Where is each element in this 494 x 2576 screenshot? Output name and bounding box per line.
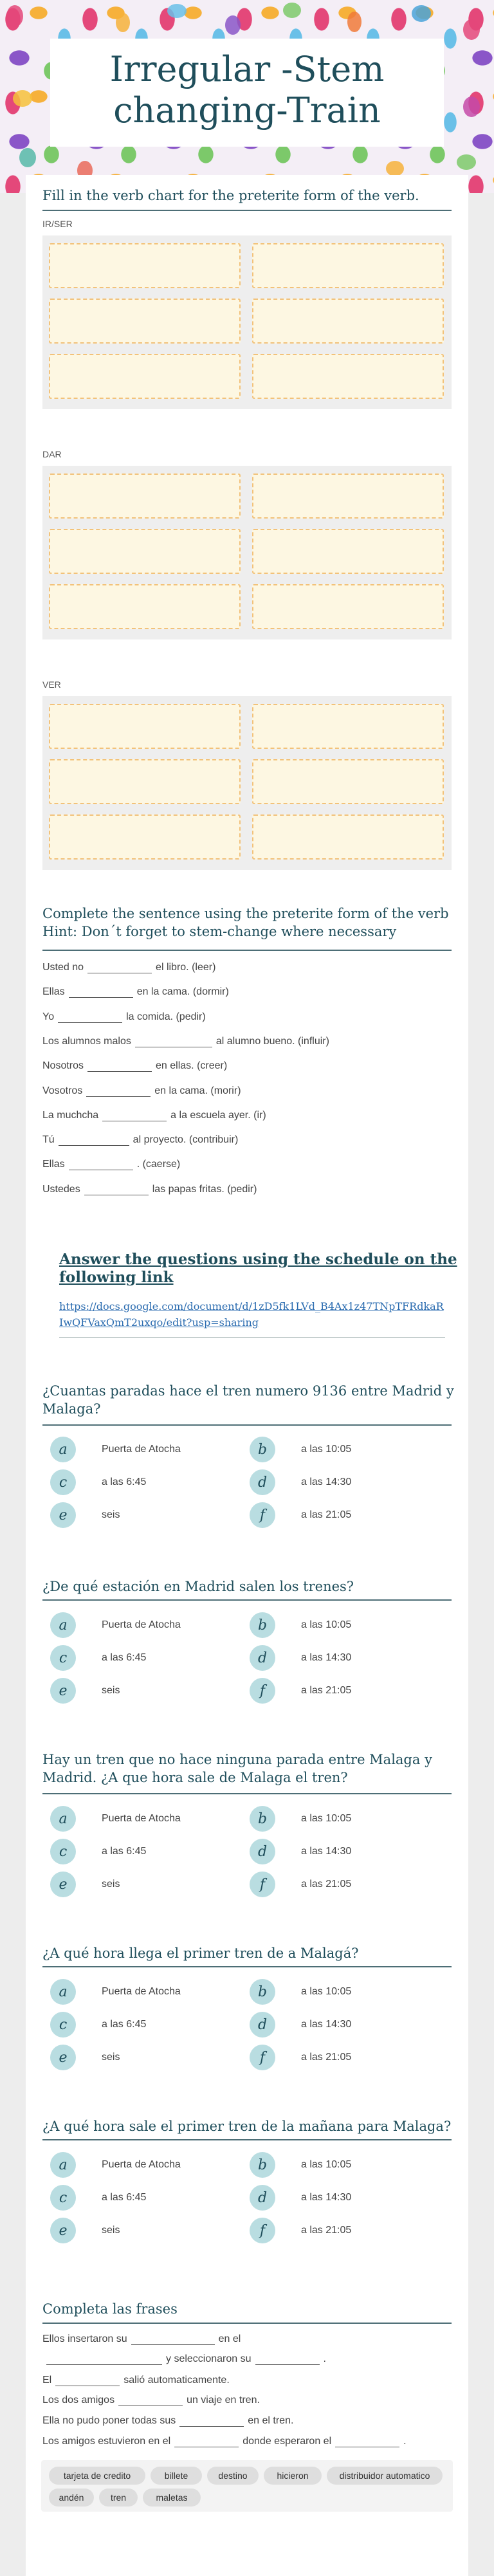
frase-text: salió automaticamente.	[124, 2375, 230, 2386]
option-text: a las 21:05	[301, 2225, 352, 2236]
sentence-text: a la escuela ayer. (ir)	[170, 1109, 266, 1121]
word-chip[interactable]: maletas	[143, 2489, 201, 2507]
sentence-text: Ellas	[42, 986, 65, 998]
answer-option[interactable]	[50, 2045, 120, 2070]
verb-label-ver: VER	[42, 679, 61, 690]
option-letter-badge: f	[250, 1872, 275, 1897]
option-text: a las 6:45	[102, 1652, 147, 1663]
option-letter-badge: b	[250, 2152, 275, 2178]
verb-chart-panel-ver	[42, 696, 452, 870]
option-letter-badge: f	[250, 1678, 275, 1704]
schedule-link-heading: Answer the questions using the schedule on the following link	[59, 1251, 457, 1286]
option-text: a las 21:05	[301, 1879, 352, 1890]
sentence-row	[42, 1110, 266, 1121]
sentence-row	[42, 962, 215, 973]
heading-rule	[42, 1599, 452, 1601]
option-letter-badge: e	[50, 2045, 76, 2070]
sentence-row	[42, 1085, 241, 1097]
frase-line-3	[42, 2395, 260, 2406]
heading-rule	[42, 210, 452, 211]
option-letter-badge: c	[50, 2185, 76, 2211]
option-letter-badge: c	[50, 1645, 76, 1671]
option-letter-badge: d	[250, 1645, 275, 1671]
verb-label-ir-ser: IR/SER	[42, 219, 73, 229]
fill-blank[interactable]	[255, 2355, 320, 2365]
sentence-text: el libro. (leer)	[156, 962, 216, 973]
fill-blank[interactable]	[179, 2416, 244, 2427]
option-letter-badge: d	[250, 1469, 275, 1495]
sentence-text: en ellas. (creer)	[156, 1060, 228, 1072]
sentence-text: La muchcha	[42, 1109, 99, 1121]
option-text: a las 21:05	[301, 1509, 352, 1520]
fill-blank[interactable]	[69, 988, 133, 998]
word-chip[interactable]: tren	[99, 2489, 138, 2507]
sentence-text: al alumno bueno. (influir)	[215, 1035, 329, 1047]
word-bank	[41, 2460, 453, 2512]
answer-option[interactable]	[50, 1502, 120, 1528]
sentence-row	[42, 1036, 329, 1047]
fill-blank[interactable]	[69, 1160, 133, 1170]
fill-blank[interactable]	[87, 1062, 152, 1072]
option-text: seis	[102, 1509, 120, 1520]
frase-text: .	[403, 2436, 407, 2447]
sentence-row	[42, 1134, 238, 1146]
frase-text: El	[42, 2375, 52, 2386]
answer-option[interactable]	[50, 1645, 146, 1671]
option-letter-badge: a	[50, 1979, 76, 2005]
option-letter-badge: c	[50, 2012, 76, 2038]
heading-rule	[42, 2139, 452, 2140]
answer-cell[interactable]	[49, 474, 241, 519]
answer-option[interactable]	[50, 1437, 181, 1462]
option-text: seis	[102, 1685, 120, 1696]
page-title: Irregular -Stem changing-Train	[109, 49, 385, 131]
option-text: a las 14:30	[301, 1846, 352, 1857]
answer-option[interactable]	[50, 1469, 146, 1495]
answer-option[interactable]	[250, 2152, 351, 2178]
answer-option[interactable]	[250, 1979, 351, 2005]
answer-option[interactable]	[250, 2218, 351, 2243]
answer-option[interactable]	[50, 1979, 181, 2005]
option-text: Puerta de Atocha	[102, 1619, 181, 1630]
sentence-row	[42, 1159, 180, 1170]
verb-label-dar: DAR	[42, 449, 62, 459]
answer-option[interactable]	[50, 1612, 181, 1638]
word-chip[interactable]: tarjeta de credito	[49, 2467, 145, 2485]
option-text: a las 21:05	[301, 1685, 352, 1696]
option-letter-badge: f	[250, 1502, 275, 1528]
sentence-text: Vosotros	[42, 1085, 83, 1096]
question-text: ¿Cuantas paradas hace el tren numero 9136 entre Madrid y Malaga?	[42, 1383, 454, 1417]
option-letter-badge: b	[250, 1806, 275, 1832]
option-letter-badge: e	[50, 2218, 76, 2243]
sentence-text: Usted no	[42, 962, 84, 973]
answer-cell[interactable]	[49, 814, 241, 860]
answer-option[interactable]	[50, 1806, 181, 1832]
option-text: a las 10:05	[301, 1813, 352, 1824]
answer-cell[interactable]	[49, 584, 241, 629]
sentence-row	[42, 986, 229, 998]
answer-cell[interactable]	[49, 299, 241, 344]
frase-text: en el tren.	[248, 2415, 294, 2426]
option-letter-badge: c	[50, 1839, 76, 1864]
sentence-text: las papas fritas. (pedir)	[152, 1183, 257, 1195]
sentence-text: Ellas	[42, 1159, 65, 1170]
frase-text: Los dos amigos	[42, 2395, 115, 2406]
section-heading-complete-sentence: Complete the sentence using the preterite form of the verb Hint: Don´t forget to stem-change where necessary	[42, 906, 449, 939]
fill-blank[interactable]	[46, 2355, 162, 2365]
frase-text: y seleccionaron su	[166, 2353, 252, 2364]
answer-cell[interactable]	[49, 704, 241, 749]
question-text: ¿A qué hora llega el primer tren de a Malagá?	[42, 1946, 359, 1961]
heading-rule	[42, 1424, 452, 1426]
link-rule	[59, 1337, 445, 1338]
answer-option[interactable]	[250, 1612, 351, 1638]
heading-rule	[42, 950, 452, 951]
option-text: a las 14:30	[301, 1477, 352, 1487]
frase-text: en el	[218, 2333, 241, 2344]
option-text: a las 14:30	[301, 2192, 352, 2203]
fill-blank[interactable]	[58, 1013, 122, 1023]
option-text: Puerta de Atocha	[102, 2159, 181, 2170]
answer-cell[interactable]	[49, 759, 241, 804]
question-text: ¿De qué estación en Madrid salen los trenes?	[42, 1579, 354, 1594]
answer-option[interactable]	[250, 1645, 351, 1671]
fill-blank[interactable]	[118, 2396, 183, 2406]
answer-option[interactable]	[250, 1806, 351, 1832]
verb-chart-panel-dar	[42, 466, 452, 639]
option-letter-badge: f	[250, 2045, 275, 2070]
answer-cell[interactable]	[49, 354, 241, 399]
option-letter-badge: c	[50, 1469, 76, 1495]
answer-option[interactable]	[50, 2185, 146, 2211]
option-text: Puerta de Atocha	[102, 1444, 181, 1455]
answer-option[interactable]	[50, 1678, 120, 1704]
answer-option[interactable]	[250, 1839, 351, 1864]
sentence-text: Nosotros	[42, 1060, 84, 1072]
fill-blank[interactable]	[86, 1087, 151, 1097]
answer-cell[interactable]	[49, 529, 241, 574]
frase-text: donde esperaron el	[242, 2436, 332, 2447]
word-chip[interactable]: andén	[49, 2489, 94, 2507]
answer-cell[interactable]	[252, 474, 444, 519]
answer-option[interactable]	[50, 2012, 146, 2038]
sentence-row	[42, 1060, 227, 1072]
answer-option[interactable]	[250, 1678, 351, 1704]
fill-blank[interactable]	[131, 2335, 215, 2345]
option-text: a las 14:30	[301, 1652, 352, 1663]
option-letter-badge: e	[50, 1872, 76, 1897]
option-letter-badge: b	[250, 1437, 275, 1462]
answer-option[interactable]	[250, 1872, 351, 1897]
option-text: a las 6:45	[102, 2019, 147, 2030]
fill-blank[interactable]	[55, 2376, 120, 2386]
frase-text: Ellos insertaron su	[42, 2333, 127, 2344]
frase-line-1-cont	[42, 2353, 326, 2365]
sentence-text: Ustedes	[42, 1183, 80, 1195]
option-text: a las 6:45	[102, 1477, 147, 1487]
answer-cell[interactable]	[252, 354, 444, 399]
fill-blank[interactable]	[174, 2437, 239, 2447]
word-chip[interactable]: hicieron	[264, 2467, 322, 2485]
option-text: seis	[102, 1879, 120, 1890]
option-text: a las 10:05	[301, 1619, 352, 1630]
option-letter-badge: a	[50, 1612, 76, 1638]
section-heading-completa: Completa las frases	[42, 2301, 178, 2317]
word-chip[interactable]: distribuidor automatico	[327, 2467, 443, 2485]
answer-cell[interactable]	[252, 529, 444, 574]
option-letter-badge: e	[50, 1678, 76, 1704]
sentence-text: Los alumnos malos	[42, 1035, 131, 1047]
answer-cell[interactable]	[252, 584, 444, 629]
answer-option[interactable]	[50, 2152, 181, 2178]
heading-rule	[42, 1793, 452, 1794]
option-letter-badge: a	[50, 2152, 76, 2178]
fill-blank[interactable]	[135, 1037, 212, 1047]
option-text: a las 21:05	[301, 2052, 352, 2063]
schedule-link[interactable]: https://docs.google.com/document/d/1zD5fk1LVd_B4Ax1z47TNpTFRdkaRIwQFVaxQmT2uxqo/edit?usp=sharing	[59, 1300, 444, 1329]
answer-cell[interactable]	[252, 759, 444, 804]
option-letter-badge: a	[50, 1437, 76, 1462]
heading-rule	[42, 2323, 452, 2324]
fill-blank[interactable]	[102, 1111, 167, 1121]
answer-option[interactable]	[50, 1839, 146, 1864]
frase-text: .	[323, 2353, 326, 2364]
sentence-row	[42, 1184, 257, 1195]
word-chip[interactable]: destino	[207, 2467, 259, 2485]
frase-text: Los amigos estuvieron en el	[42, 2436, 171, 2447]
option-text: seis	[102, 2225, 120, 2236]
option-text: Puerta de Atocha	[102, 1813, 181, 1824]
answer-option[interactable]	[250, 2045, 351, 2070]
fill-blank[interactable]	[335, 2437, 399, 2447]
sentence-text: en la cama. (dormir)	[136, 986, 229, 998]
sentence-text: . (caerse)	[136, 1159, 181, 1170]
frase-text: Ella no pudo poner todas sus	[42, 2415, 176, 2426]
question-text: Hay un tren que no hace ninguna parada entre Malaga y Madrid. ¿A que hora sale de Malaga el tren?	[42, 1752, 432, 1785]
question-text: ¿A qué hora sale el primer tren de la mañana para Malaga?	[42, 2119, 452, 2134]
answer-cell[interactable]	[252, 704, 444, 749]
frase-line-5	[42, 2436, 407, 2447]
option-letter-badge: d	[250, 2185, 275, 2211]
frase-line-1	[42, 2333, 241, 2345]
answer-option[interactable]	[250, 1502, 351, 1528]
section-heading-verb-chart: Fill in the verb chart for the preterite form of the verb.	[42, 188, 419, 203]
option-text: a las 10:05	[301, 1444, 352, 1455]
option-letter-badge: f	[250, 2218, 275, 2243]
sentence-text: Yo	[42, 1011, 55, 1022]
fill-blank[interactable]	[84, 1185, 149, 1195]
answer-option[interactable]	[250, 2185, 351, 2211]
sentence-text: Tú	[42, 1134, 55, 1146]
answer-option[interactable]	[50, 1872, 120, 1897]
heading-rule	[42, 1966, 452, 1967]
answer-option[interactable]	[250, 1437, 351, 1462]
option-text: Puerta de Atocha	[102, 1986, 181, 1997]
option-letter-badge: b	[250, 1612, 275, 1638]
frase-text: un viaje en tren.	[187, 2395, 260, 2406]
verb-chart-panel-ir-ser	[42, 235, 452, 409]
option-text: a las 14:30	[301, 2019, 352, 2030]
answer-option[interactable]	[250, 2012, 351, 2038]
option-letter-badge: e	[50, 1502, 76, 1528]
option-text: a las 6:45	[102, 1846, 147, 1857]
answer-option[interactable]	[250, 1469, 351, 1495]
sentence-row	[42, 1011, 206, 1023]
option-letter-badge: b	[250, 1979, 275, 2005]
option-text: a las 10:05	[301, 1986, 352, 1997]
option-text: seis	[102, 2052, 120, 2063]
option-letter-badge: d	[250, 1839, 275, 1864]
answer-option[interactable]	[50, 2218, 120, 2243]
frase-line-2	[42, 2375, 230, 2386]
option-letter-badge: d	[250, 2012, 275, 2038]
answer-cell[interactable]	[49, 243, 241, 288]
option-text: a las 6:45	[102, 2192, 147, 2203]
answer-cell[interactable]	[252, 243, 444, 288]
frase-line-4	[42, 2415, 293, 2427]
fill-blank[interactable]	[59, 1136, 129, 1146]
fill-blank[interactable]	[87, 963, 152, 973]
sentence-text: la comida. (pedir)	[126, 1011, 206, 1022]
answer-cell[interactable]	[252, 299, 444, 344]
option-letter-badge: a	[50, 1806, 76, 1832]
sentence-text: en la cama. (morir)	[154, 1085, 241, 1096]
option-text: a las 10:05	[301, 2159, 352, 2170]
sentence-text: al proyecto. (contribuir)	[133, 1134, 239, 1146]
word-chip[interactable]: billete	[151, 2467, 202, 2485]
answer-cell[interactable]	[252, 814, 444, 860]
